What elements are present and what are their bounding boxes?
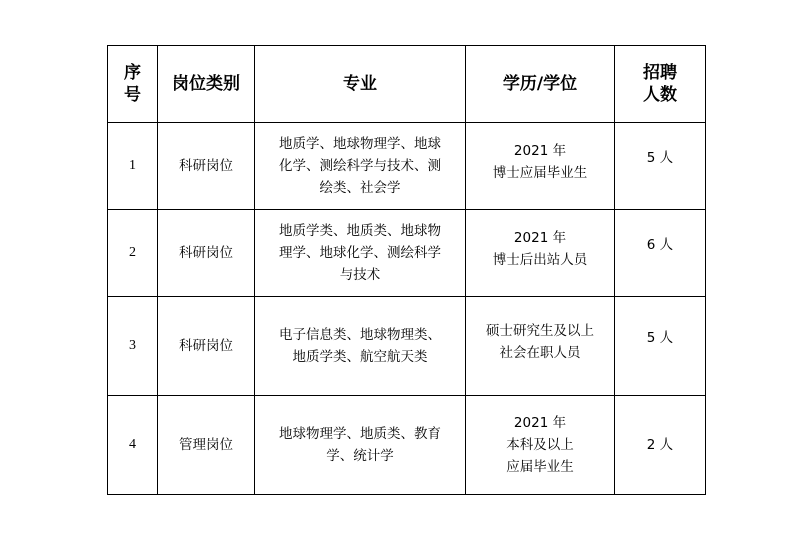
recruitment-table <box>107 45 706 495</box>
table-row <box>108 210 706 297</box>
row-seq: 4 <box>108 396 158 495</box>
row-major: 地质学类、地质类、地球物 理学、地球化学、测绘科学 与技术 <box>255 210 466 297</box>
row-seq: 1 <box>108 123 158 210</box>
header-category: 岗位类别 <box>158 46 255 123</box>
header-education: 学历/学位 <box>466 46 615 123</box>
table-row <box>108 123 706 210</box>
header-count: 招聘 人数 <box>615 46 706 123</box>
row-category: 科研岗位 <box>158 123 255 210</box>
row-count: 2 人 <box>615 396 706 495</box>
row-education: 2021 年 本科及以上 应届毕业生 <box>466 396 615 495</box>
row-category: 管理岗位 <box>158 396 255 495</box>
table-row <box>108 396 706 495</box>
header-row <box>108 46 706 123</box>
row-major: 地质学、地球物理学、地球 化学、测绘科学与技术、测 绘类、社会学 <box>255 123 466 210</box>
row-category: 科研岗位 <box>158 210 255 297</box>
row-category: 科研岗位 <box>158 297 255 396</box>
table-row <box>108 297 706 396</box>
row-count: 5 人 <box>615 297 706 396</box>
row-education: 硕士研究生及以上 社会在职人员 <box>466 297 615 396</box>
row-education: 2021 年 博士后出站人员 <box>466 210 615 297</box>
row-count: 5 人 <box>615 123 706 210</box>
row-education: 2021 年 博士应届毕业生 <box>466 123 615 210</box>
header-major: 专业 <box>255 46 466 123</box>
row-count: 6 人 <box>615 210 706 297</box>
row-seq: 3 <box>108 297 158 396</box>
row-major: 电子信息类、地球物理类、 地质学类、航空航天类 <box>255 297 466 396</box>
row-seq: 2 <box>108 210 158 297</box>
row-major: 地球物理学、地质类、教育 学、统计学 <box>255 396 466 495</box>
header-seq: 序 号 <box>108 46 158 123</box>
